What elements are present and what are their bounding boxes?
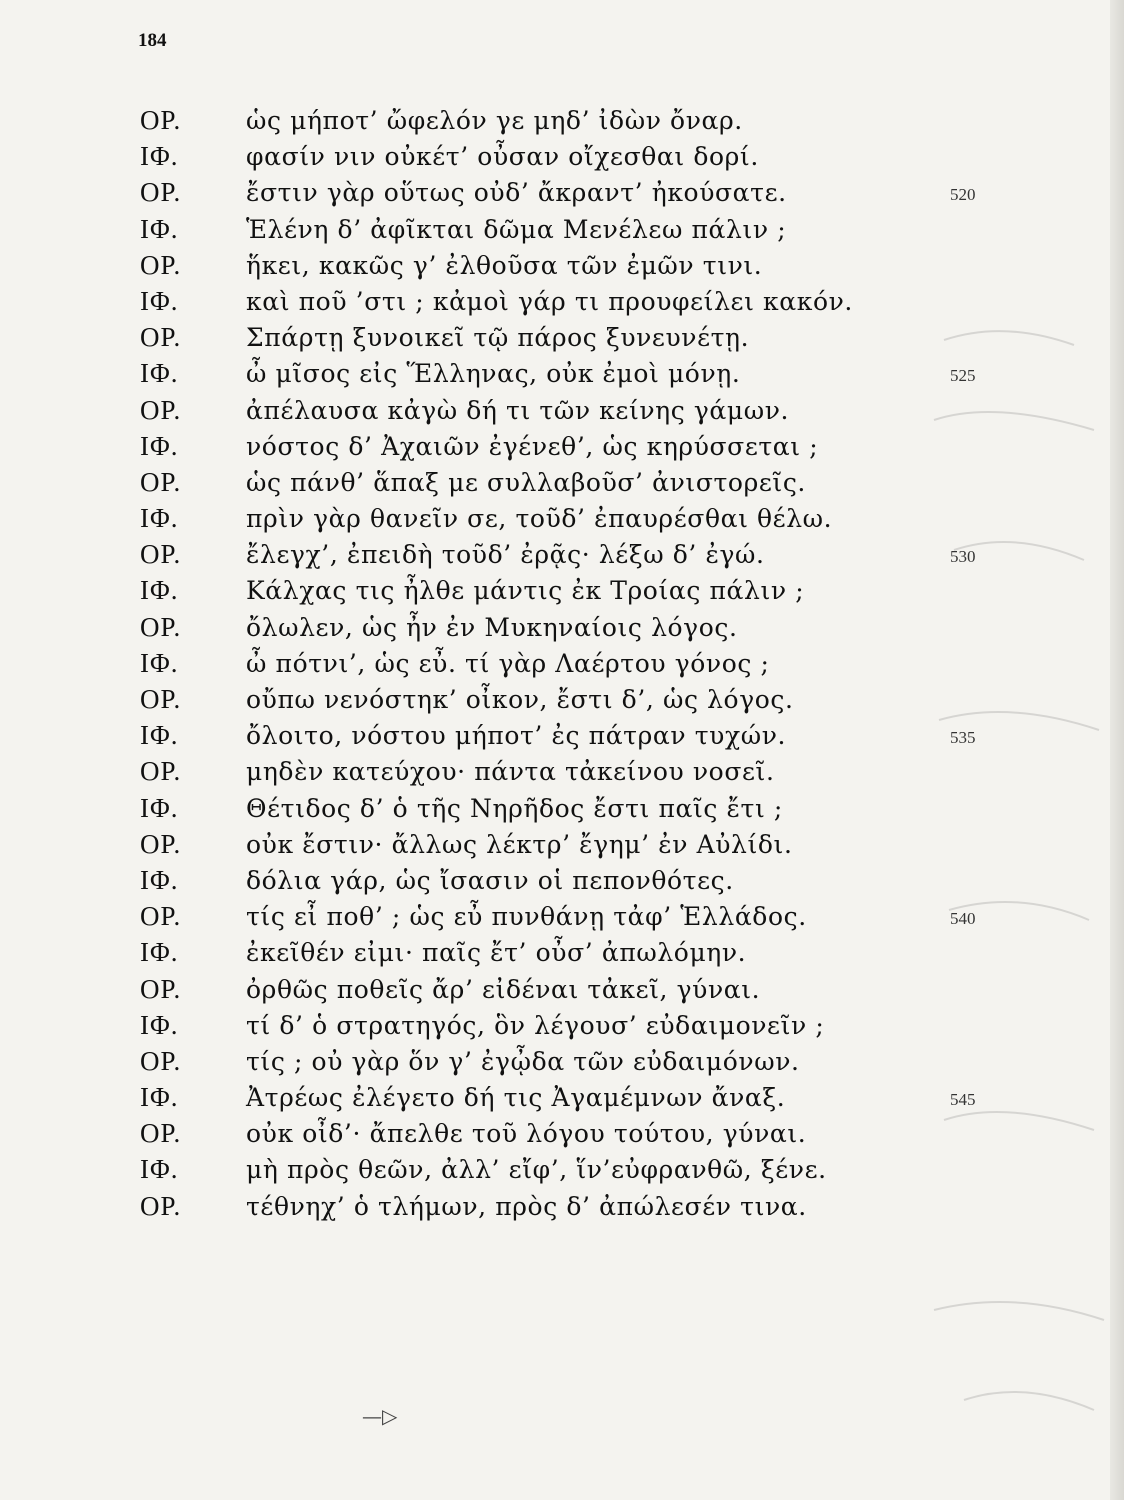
verse-line bbox=[0, 1154, 1124, 1190]
line-number: 540 bbox=[950, 909, 976, 929]
verse-text: οὔπω νενόστηκ’ οἶκον, ἔστι δ’, ὡς λόγος. bbox=[246, 685, 794, 714]
speaker-label: ΟΡ. bbox=[140, 756, 182, 787]
verse-line bbox=[0, 793, 1124, 829]
verse-text: ὦ μῖσος εἰς Ἕλληνας, οὐκ ἐμοὶ μόνῃ. bbox=[246, 359, 741, 389]
verse-line bbox=[0, 1046, 1124, 1082]
speaker-label: ΟΡ. bbox=[140, 539, 182, 570]
verse-line bbox=[0, 756, 1124, 792]
speaker-label: ΙΦ. bbox=[140, 1154, 179, 1185]
verse-line bbox=[0, 937, 1124, 973]
verse-text: τί δ’ ὁ στρατηγός, ὃν λέγουσ’ εὐδαιμονεῖν ; bbox=[246, 1010, 825, 1040]
verse-text: φασίν νιν οὐκέτ’ οὖσαν οἴχεσθαι δορί. bbox=[246, 142, 759, 172]
speaker-label: ΟΡ. bbox=[140, 249, 182, 280]
verse-text: ὀρθῶς ποθεῖς ἄρ’ εἰδέναι τἀκεῖ, γύναι. bbox=[246, 974, 761, 1004]
speaker-label: ΟΡ. bbox=[140, 684, 182, 714]
verse-text: Κάλχας τις ἦλθε μάντις ἐκ Τροίας πάλιν ; bbox=[246, 576, 805, 606]
verse-line bbox=[0, 974, 1124, 1010]
speaker-label: ΙΦ. bbox=[140, 430, 179, 461]
speaker-label: ΟΡ. bbox=[140, 828, 182, 859]
verse-line bbox=[0, 1010, 1124, 1046]
speaker-label: ΙΦ. bbox=[140, 1082, 179, 1113]
verse-text: τίς εἶ ποθ’ ; ὡς εὖ πυνθάνῃ τἀφ’ Ἑλλάδος. bbox=[246, 902, 807, 932]
verse-text: πρὶν γὰρ θανεῖν σε, τοῦδ’ ἐπαυρέσθαι θέλω. bbox=[246, 504, 833, 534]
verse-text: μὴ πρὸς θεῶν, ἀλλ’ εἴφ’, ἵν’εὐφρανθῶ, ξένε. bbox=[246, 1155, 827, 1185]
speaker-label: ΟΡ. bbox=[140, 1118, 182, 1149]
verse-text: Σπάρτῃ ξυνοικεῖ τῷ πάρος ξυνευνέτῃ. bbox=[246, 323, 750, 353]
speaker-label: ΙΦ. bbox=[140, 285, 179, 316]
speaker-label: ΟΡ. bbox=[140, 466, 182, 497]
verse-line bbox=[0, 612, 1124, 648]
verse-line bbox=[0, 395, 1124, 431]
verse-text: ἔστιν γὰρ οὕτως οὐδ’ ἄκραντ’ ἠκούσατε. bbox=[246, 178, 787, 208]
verse-text: νόστος δ’ Ἀχαιῶν ἐγένεθ’, ὡς κηρύσσεται ; bbox=[246, 431, 819, 461]
verse-line bbox=[0, 141, 1124, 177]
verse-line bbox=[0, 1082, 1124, 1118]
verse-text: μηδὲν κατεύχου· πάντα τἀκείνου νοσεῖ. bbox=[246, 757, 775, 787]
speaker-label: ΙΦ. bbox=[140, 647, 179, 678]
line-number: 530 bbox=[950, 547, 976, 567]
verse-text: ἥκει, κακῶς γ’ ἐλθοῦσα τῶν ἐμῶν τινι. bbox=[246, 250, 763, 280]
verse-text: Ἀτρέως ἐλέγετο δή τις Ἀγαμέμνων ἄναξ. bbox=[246, 1083, 786, 1113]
speaker-label: ΙΦ. bbox=[140, 141, 179, 172]
verse-text: τέθνηχ’ ὁ τλήμων, πρὸς δ’ ἀπώλεσέν τινα. bbox=[246, 1191, 807, 1221]
speaker-label: ΟΡ. bbox=[140, 394, 182, 425]
verse-text: ὄλοιτο, νόστου μήποτ’ ἐς πάτραν τυχών. bbox=[246, 721, 787, 751]
page-number: 184 bbox=[138, 30, 167, 51]
verse-text: καὶ ποῦ ’στι ; κἀμοὶ γάρ τι προυφείλει κακόν. bbox=[246, 286, 853, 316]
verse-text: ὡς μήποτ’ ὤφελόν γε μηδ’ ἰδὼν ὄναρ. bbox=[246, 106, 743, 135]
speaker-label: ΟΡ. bbox=[140, 322, 182, 353]
line-number: 525 bbox=[950, 366, 976, 386]
verse-text: Θέτιδος δ’ ὁ τῆς Νηρῆδος ἔστι παῖς ἔτι ; bbox=[246, 793, 783, 823]
verse-text: ὦ πότνι’, ὡς εὖ. τί γὰρ Λαέρτου γόνος ; bbox=[246, 648, 770, 678]
speaker-label: ΙΦ. bbox=[140, 213, 179, 244]
speaker-label: ΟΡ. bbox=[140, 973, 182, 1004]
speaker-label: ΙΦ. bbox=[140, 358, 179, 389]
verse-line bbox=[0, 467, 1124, 503]
verse-line bbox=[0, 648, 1124, 684]
verse-line bbox=[0, 214, 1124, 250]
speaker-label: ΙΦ. bbox=[140, 503, 179, 534]
speaker-label: ΙΦ. bbox=[140, 575, 179, 606]
verse-line bbox=[0, 539, 1124, 575]
verse-line bbox=[0, 1118, 1124, 1154]
line-number: 545 bbox=[950, 1090, 976, 1110]
speaker-label: ΙΦ. bbox=[140, 792, 179, 823]
verse-text: ὄλωλεν, ὡς ἦν ἐν Μυκηναίοις λόγος. bbox=[246, 612, 738, 642]
verse-line bbox=[0, 503, 1124, 539]
speaker-label: ΙΦ. bbox=[140, 864, 179, 895]
verse-line bbox=[0, 575, 1124, 611]
verse-line bbox=[0, 1191, 1124, 1227]
verse-text: δόλια γάρ, ὡς ἴσασιν οἱ πεπονθότες. bbox=[246, 865, 734, 895]
speaker-label: ΟΡ. bbox=[140, 177, 182, 208]
verse-text: ἔλεγχ’, ἐπειδὴ τοῦδ’ ἐρᾷς· λέξω δ’ ἐγώ. bbox=[246, 540, 765, 570]
speaker-label: ΟΡ. bbox=[140, 901, 182, 932]
verse-line bbox=[0, 177, 1124, 213]
line-number: 520 bbox=[950, 185, 976, 205]
verse-text: ἐκεῖθέν εἰμι· παῖς ἔτ’ οὖσ’ ἀπωλόμην. bbox=[246, 938, 747, 968]
verse-line bbox=[0, 829, 1124, 865]
verse-line bbox=[0, 431, 1124, 467]
speaker-label: ΙΦ. bbox=[140, 1009, 179, 1040]
speaker-label: ΟΡ. bbox=[140, 1045, 182, 1076]
speaker-label: ΙΦ. bbox=[140, 720, 179, 751]
verse-line bbox=[0, 286, 1124, 322]
verse-line bbox=[0, 358, 1124, 394]
verse-line bbox=[0, 250, 1124, 286]
verse-line bbox=[0, 322, 1124, 358]
speaker-label: ΟΡ. bbox=[140, 611, 182, 642]
line-number: 535 bbox=[950, 728, 976, 748]
arrow-mark: —▷ bbox=[362, 1404, 398, 1428]
verse-lines bbox=[0, 105, 1124, 1227]
verse-line bbox=[0, 901, 1124, 937]
verse-line bbox=[0, 865, 1124, 901]
speaker-label: ΟΡ. bbox=[140, 105, 182, 135]
verse-text: οὐκ ἔστιν· ἄλλως λέκτρ’ ἔγημ’ ἐν Αὐλίδι. bbox=[246, 829, 793, 859]
verse-line bbox=[0, 105, 1124, 141]
verse-line bbox=[0, 720, 1124, 756]
verse-line bbox=[0, 684, 1124, 720]
speaker-label: ΟΡ. bbox=[140, 1190, 182, 1221]
verse-text: οὐκ οἶδ’· ἄπελθε τοῦ λόγου τούτου, γύναι. bbox=[246, 1119, 807, 1149]
verse-text: ἀπέλαυσα κἀγὼ δή τι τῶν κείνης γάμων. bbox=[246, 395, 790, 425]
verse-text: ὡς πάνθ’ ἅπαξ με συλλαβοῦσ’ ἀνιστορεῖς. bbox=[246, 467, 806, 497]
speaker-label: ΙΦ. bbox=[140, 937, 179, 968]
verse-text: τίς ; οὐ γὰρ ὅν γ’ ἐγᾦδα τῶν εὐδαιμόνων. bbox=[246, 1046, 800, 1076]
verse-text: Ἑλένη δ’ ἀφῖκται δῶμα Μενέλεω πάλιν ; bbox=[246, 214, 787, 244]
